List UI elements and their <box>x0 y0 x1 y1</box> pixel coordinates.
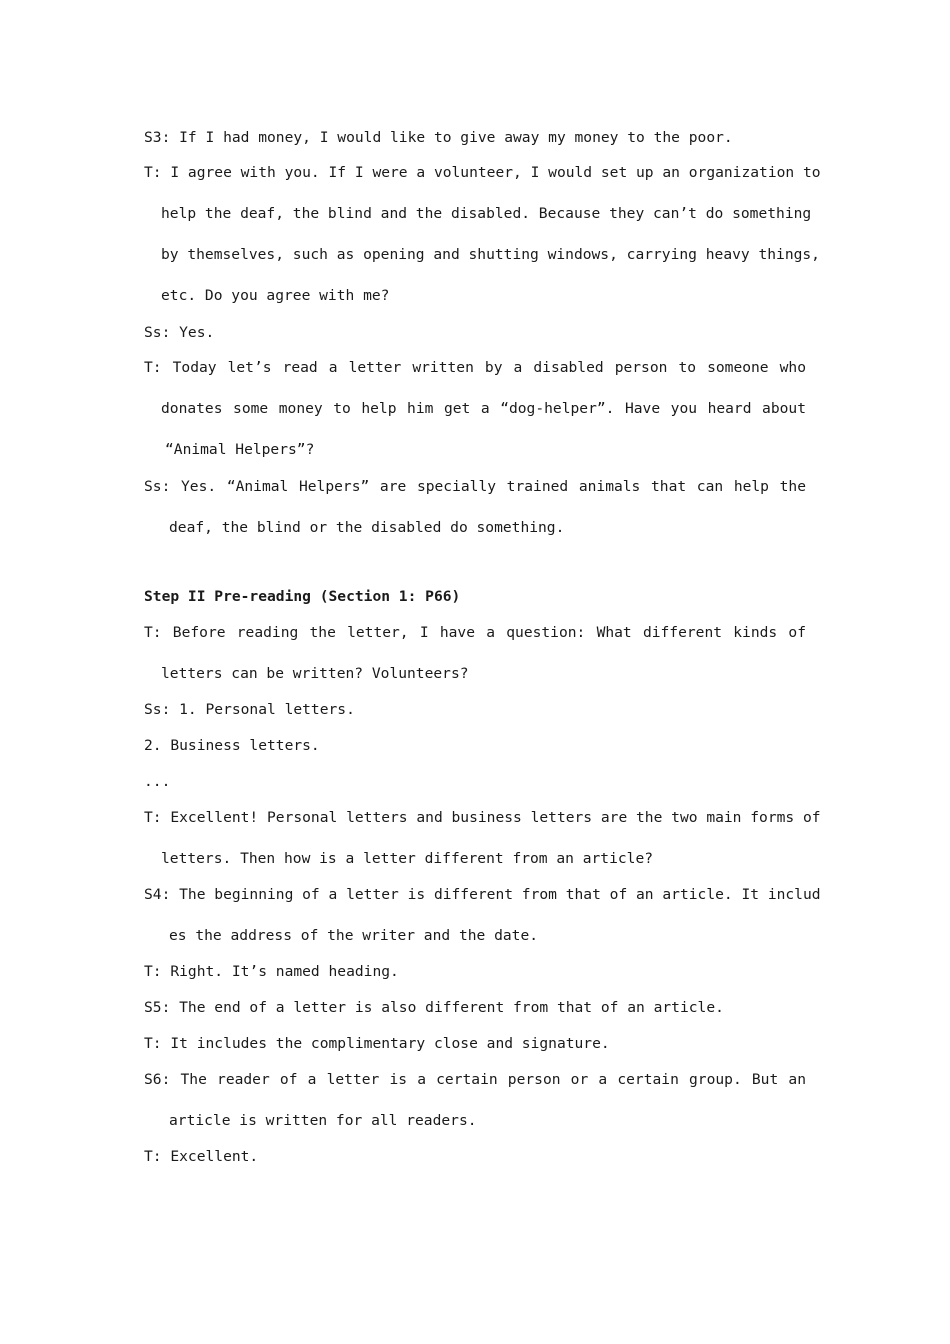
dialogue-line: S3: If I had money, I would like to give away my money to the poor. <box>144 129 733 146</box>
dialogue-line: letters can be written? Volunteers? <box>161 665 469 682</box>
dialogue-line: “Animal Helpers”? <box>165 441 315 458</box>
dialogue-line: by themselves, such as opening and shutting windows, carrying heavy things, <box>161 246 820 263</box>
dialogue-line: T: It includes the complimentary close and signature. <box>144 1035 610 1052</box>
dialogue-line: S4: The beginning of a letter is different from that of an article. It includ <box>144 886 821 903</box>
section-heading: Step II Pre-reading (Section 1: P66) <box>144 588 461 605</box>
dialogue-line: Ss: Yes. “Animal Helpers” are specially trained animals that can help the <box>144 478 806 495</box>
dialogue-line: S5: The end of a letter is also different from that of an article. <box>144 999 724 1016</box>
dialogue-line: deaf, the blind or the disabled do something. <box>169 519 565 536</box>
dialogue-line: es the address of the writer and the date. <box>169 927 539 944</box>
dialogue-line: T: Excellent! Personal letters and business letters are the two main forms of <box>144 809 821 826</box>
dialogue-line: donates some money to help him get a “dog-helper”. Have you heard about <box>161 400 806 417</box>
dialogue-line: T: Right. It’s named heading. <box>144 963 399 980</box>
dialogue-line: article is written for all readers. <box>169 1112 477 1129</box>
dialogue-line: T: Today let’s read a letter written by a disabled person to someone who <box>144 359 806 376</box>
dialogue-line: S6: The reader of a letter is a certain person or a certain group. But an <box>144 1071 806 1088</box>
dialogue-line: help the deaf, the blind and the disabled. Because they can’t do something <box>161 205 812 222</box>
dialogue-line: T: Before reading the letter, I have a question: What different kinds of <box>144 624 806 641</box>
dialogue-line: letters. Then how is a letter different from an article? <box>161 850 654 867</box>
dialogue-line: ... <box>144 773 171 790</box>
dialogue-line: Ss: Yes. <box>144 324 215 341</box>
dialogue-line: 2. Business letters. <box>144 737 320 754</box>
dialogue-line: Ss: 1. Personal letters. <box>144 701 355 718</box>
dialogue-line: etc. Do you agree with me? <box>161 287 390 304</box>
dialogue-line: T: I agree with you. If I were a volunteer, I would set up an organization to <box>144 164 821 181</box>
dialogue-line: T: Excellent. <box>144 1148 259 1165</box>
